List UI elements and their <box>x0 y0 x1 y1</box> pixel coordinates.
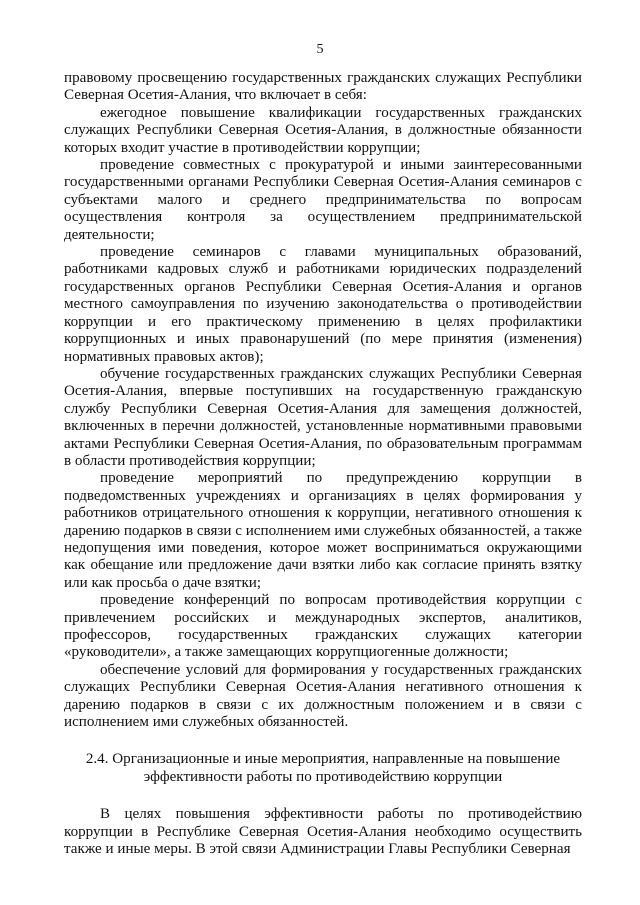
list-paragraph: проведение семинаров с главами муниципальных образований, работниками кадровых служб и работниками юридических подразделений государственных органов Республики Северная Осетия-Алания и органов местного самоуправления по изучению законодательства о противодействии коррупции и его практическому применению в целях профилактики коррупционных и иных правонарушений (по мере принятия (изменения) нормативных правовых актов); <box>64 244 582 365</box>
paragraph: В целях повышения эффективности работы по противодействию коррупции в Республике Северная Осетия-Алания необходимо осуществить также и иные меры. В этой связи Администрации Главы Республики Северная <box>64 806 582 858</box>
list-paragraph: ежегодное повышение квалификации государственных гражданских служащих Республики Северная Осетия-Алания, в должностные обязанности которых входит участие в противодействии коррупции; <box>64 104 582 156</box>
list-paragraph: проведение совместных с прокуратурой и иными заинтересованными государственными органами Республики Северная Осетия-Алания семинаров с субъектами малого и среднего предпринимательства по вопросам осуществления контроля за осуществлением предпринимательской деятельности; <box>64 157 582 243</box>
section-heading-line-2: эффективности работы по противодействию коррупции <box>143 768 503 785</box>
list-paragraph: обучение государственных гражданских служащих Республики Северная Осетия-Алания, впервые поступивших на государственную гражданскую службу Республики Северная Осетия-Алания для замещения должностей, включенных в перечни должностей, установленные нормативными правовыми актами Республики Северная Осетия-Алания, по образовательным программам в области противодействия коррупции; <box>64 365 582 469</box>
list-paragraph: обеспечение условий для формирования у государственных гражданских служащих Республики Северная Осетия-Алания негативного отношения к дарению подарков в связи с их должностным положением и в связи с исполнением ими служебных обязанностей. <box>64 661 582 731</box>
section-heading-line-1: 2.4. Организационные и иные мероприятия, направленные на повышение <box>85 751 561 768</box>
list-paragraph: проведение конференций по вопросам противодействия коррупции с привлечением российских и международных экспертов, аналитиков, профессоров, государственных гражданских служащих категории «руководители», а также замещающих коррупциогенные должности; <box>64 592 582 661</box>
page-number: 5 <box>316 42 324 57</box>
paragraph: правовому просвещению государственных гражданских служащих Республики Северная Осетия-Алания, что включает в себя: <box>64 70 582 104</box>
section-heading <box>64 751 582 786</box>
list-paragraph: проведение мероприятий по предупреждению коррупции в подведомственных учреждениях и организациях в целях формирования у работников отрицательного отношения к коррупции, негативного отношения к дарению подарков в связи с исполнением ими служебных обязанностей, а также недопущения ими поведения, которое может восприниматься окружающими как обещание или предложение дачи взятки либо как согласие принять взятку или как просьба о даче взятки; <box>64 470 582 591</box>
document-body <box>64 70 582 858</box>
